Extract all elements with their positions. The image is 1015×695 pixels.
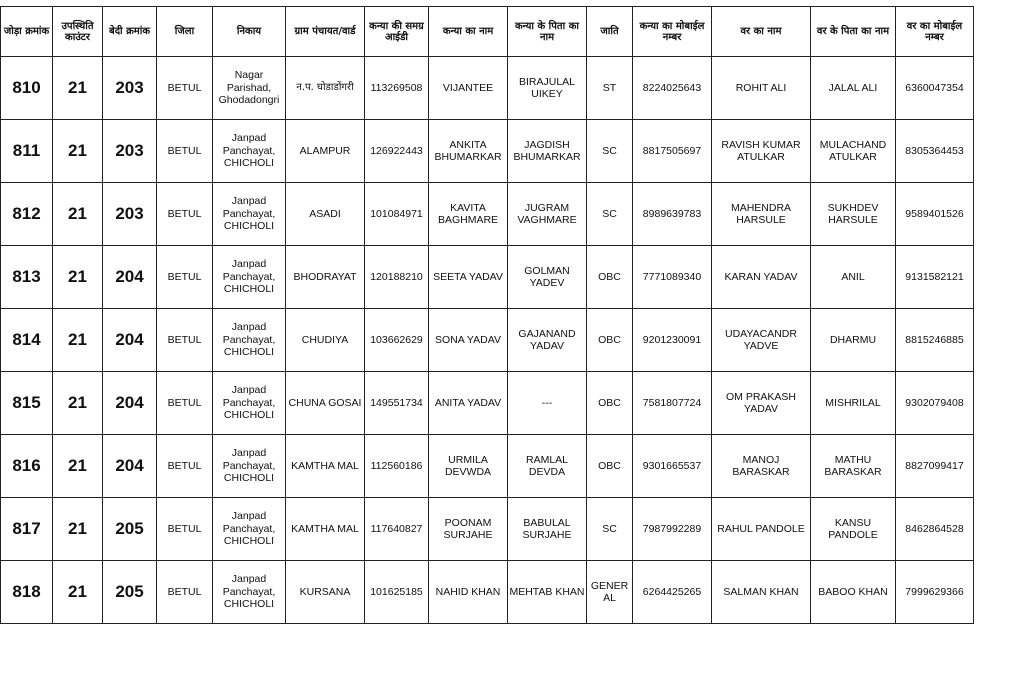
caste-cell: OBC <box>587 309 633 372</box>
groom-mobile-cell: 7999629366 <box>896 561 974 624</box>
bride-name-cell: URMILA DEVWDA <box>429 435 508 498</box>
groom-mobile-cell: 6360047354 <box>896 57 974 120</box>
bride-father-name-cell: BABULAL SURJAHE <box>508 498 587 561</box>
body-cell: Janpad Panchayat, CHICHOLI <box>213 120 286 183</box>
gram-panchayat-cell: KAMTHA MAL <box>286 435 365 498</box>
header-body: निकाय <box>213 7 286 57</box>
gram-panchayat-cell: CHUDIYA <box>286 309 365 372</box>
groom-father-name-cell: JALAL ALI <box>811 57 896 120</box>
pair-number-cell: 811 <box>1 120 53 183</box>
groom-name-cell: OM PRAKASH YADAV <box>712 372 811 435</box>
bride-mobile-cell: 8224025643 <box>633 57 712 120</box>
bride-father-name-cell: GAJANAND YADAV <box>508 309 587 372</box>
groom-name-cell: ROHIT ALI <box>712 57 811 120</box>
attendance-counter-cell: 21 <box>53 120 103 183</box>
district-cell: BETUL <box>157 246 213 309</box>
bride-samagra-id-cell: 101625185 <box>365 561 429 624</box>
gram-panchayat-cell: ALAMPUR <box>286 120 365 183</box>
groom-father-name-cell: MISHRILAL <box>811 372 896 435</box>
table-row <box>1 183 974 246</box>
pair-number-cell: 814 <box>1 309 53 372</box>
groom-father-name-cell: KANSU PANDOLE <box>811 498 896 561</box>
vedi-number-cell: 205 <box>103 498 157 561</box>
groom-mobile-cell: 8305364453 <box>896 120 974 183</box>
bride-father-name-cell: JAGDISH BHUMARKAR <box>508 120 587 183</box>
body-cell: Janpad Panchayat, CHICHOLI <box>213 498 286 561</box>
district-cell: BETUL <box>157 120 213 183</box>
groom-father-name-cell: SUKHDEV HARSULE <box>811 183 896 246</box>
pair-number-cell: 812 <box>1 183 53 246</box>
bride-name-cell: NAHID KHAN <box>429 561 508 624</box>
district-cell: BETUL <box>157 435 213 498</box>
pair-number-cell: 813 <box>1 246 53 309</box>
groom-name-cell: RAVISH KUMAR ATULKAR <box>712 120 811 183</box>
table-row <box>1 246 974 309</box>
table-row <box>1 120 974 183</box>
groom-mobile-cell: 8815246885 <box>896 309 974 372</box>
header-district: जिला <box>157 7 213 57</box>
header-vedi-number: बेदी क्रमांक <box>103 7 157 57</box>
vedi-number-cell: 204 <box>103 372 157 435</box>
vedi-number-cell: 203 <box>103 57 157 120</box>
bride-samagra-id-cell: 103662629 <box>365 309 429 372</box>
bride-samagra-id-cell: 112560186 <box>365 435 429 498</box>
bride-samagra-id-cell: 101084971 <box>365 183 429 246</box>
groom-name-cell: SALMAN KHAN <box>712 561 811 624</box>
groom-mobile-cell: 9302079408 <box>896 372 974 435</box>
bride-samagra-id-cell: 117640827 <box>365 498 429 561</box>
vedi-number-cell: 203 <box>103 120 157 183</box>
groom-name-cell: KARAN YADAV <box>712 246 811 309</box>
header-bride-samagra-id: कन्या की समग्र आईडी <box>365 7 429 57</box>
district-cell: BETUL <box>157 498 213 561</box>
groom-mobile-cell: 8827099417 <box>896 435 974 498</box>
gram-panchayat-cell: BHODRAYAT <box>286 246 365 309</box>
bride-mobile-cell: 9201230091 <box>633 309 712 372</box>
body-cell: Janpad Panchayat, CHICHOLI <box>213 183 286 246</box>
attendance-counter-cell: 21 <box>53 435 103 498</box>
bride-mobile-cell: 8817505697 <box>633 120 712 183</box>
vedi-number-cell: 204 <box>103 309 157 372</box>
gram-panchayat-cell: CHUNA GOSAI <box>286 372 365 435</box>
header-groom-father-name: वर के पिता का नाम <box>811 7 896 57</box>
marriage-pairs-table <box>0 6 974 624</box>
body-cell: Janpad Panchayat, CHICHOLI <box>213 246 286 309</box>
body-cell: Janpad Panchayat, CHICHOLI <box>213 561 286 624</box>
district-cell: BETUL <box>157 372 213 435</box>
bride-father-name-cell: MEHTAB KHAN <box>508 561 587 624</box>
body-cell: Janpad Panchayat, CHICHOLI <box>213 309 286 372</box>
attendance-counter-cell: 21 <box>53 57 103 120</box>
groom-mobile-cell: 9589401526 <box>896 183 974 246</box>
pair-number-cell: 816 <box>1 435 53 498</box>
header-groom-mobile: वर का मोबाईल नम्बर <box>896 7 974 57</box>
caste-cell: ST <box>587 57 633 120</box>
pair-number-cell: 817 <box>1 498 53 561</box>
bride-name-cell: POONAM SURJAHE <box>429 498 508 561</box>
groom-name-cell: MAHENDRA HARSULE <box>712 183 811 246</box>
gram-panchayat-cell: ASADI <box>286 183 365 246</box>
document-page <box>0 6 974 624</box>
attendance-counter-cell: 21 <box>53 561 103 624</box>
header-pair-number: जोड़ा क्रमांक <box>1 7 53 57</box>
bride-mobile-cell: 6264425265 <box>633 561 712 624</box>
gram-panchayat-cell: KAMTHA MAL <box>286 498 365 561</box>
district-cell: BETUL <box>157 57 213 120</box>
groom-name-cell: MANOJ BARASKAR <box>712 435 811 498</box>
attendance-counter-cell: 21 <box>53 183 103 246</box>
vedi-number-cell: 204 <box>103 246 157 309</box>
bride-name-cell: KAVITA BAGHMARE <box>429 183 508 246</box>
bride-father-name-cell: BIRAJULAL UIKEY <box>508 57 587 120</box>
bride-name-cell: ANKITA BHUMARKAR <box>429 120 508 183</box>
table-header-row <box>1 7 974 57</box>
district-cell: BETUL <box>157 561 213 624</box>
groom-father-name-cell: MATHU BARASKAR <box>811 435 896 498</box>
bride-name-cell: VIJANTEE <box>429 57 508 120</box>
attendance-counter-cell: 21 <box>53 246 103 309</box>
header-bride-name: कन्या का नाम <box>429 7 508 57</box>
groom-name-cell: RAHUL PANDOLE <box>712 498 811 561</box>
body-cell: Janpad Panchayat, CHICHOLI <box>213 372 286 435</box>
bride-mobile-cell: 9301665537 <box>633 435 712 498</box>
bride-name-cell: SEETA YADAV <box>429 246 508 309</box>
header-bride-mobile: कन्या का मोबाईल नम्बर <box>633 7 712 57</box>
caste-cell: SC <box>587 120 633 183</box>
groom-mobile-cell: 8462864528 <box>896 498 974 561</box>
table-row <box>1 435 974 498</box>
header-attendance-counter: उपस्थिति काउंटर <box>53 7 103 57</box>
table-row <box>1 498 974 561</box>
gram-panchayat-cell: KURSANA <box>286 561 365 624</box>
header-gram-panchayat-ward: ग्राम पंचायत/वार्ड <box>286 7 365 57</box>
groom-mobile-cell: 9131582121 <box>896 246 974 309</box>
table-body <box>1 57 974 624</box>
groom-father-name-cell: DHARMU <box>811 309 896 372</box>
bride-mobile-cell: 7987992289 <box>633 498 712 561</box>
caste-cell: OBC <box>587 372 633 435</box>
vedi-number-cell: 203 <box>103 183 157 246</box>
bride-samagra-id-cell: 126922443 <box>365 120 429 183</box>
pair-number-cell: 810 <box>1 57 53 120</box>
bride-samagra-id-cell: 113269508 <box>365 57 429 120</box>
attendance-counter-cell: 21 <box>53 309 103 372</box>
header-groom-name: वर का नाम <box>712 7 811 57</box>
groom-name-cell: UDAYACANDR YADVE <box>712 309 811 372</box>
bride-name-cell: ANITA YADAV <box>429 372 508 435</box>
bride-mobile-cell: 7771089340 <box>633 246 712 309</box>
groom-father-name-cell: MULACHAND ATULKAR <box>811 120 896 183</box>
district-cell: BETUL <box>157 183 213 246</box>
bride-mobile-cell: 8989639783 <box>633 183 712 246</box>
bride-mobile-cell: 7581807724 <box>633 372 712 435</box>
caste-cell: SC <box>587 498 633 561</box>
pair-number-cell: 818 <box>1 561 53 624</box>
bride-father-name-cell: --- <box>508 372 587 435</box>
body-cell: Janpad Panchayat, CHICHOLI <box>213 435 286 498</box>
caste-cell: GENER AL <box>587 561 633 624</box>
caste-cell: OBC <box>587 435 633 498</box>
table-row <box>1 561 974 624</box>
body-cell: Nagar Parishad, Ghodadongri <box>213 57 286 120</box>
vedi-number-cell: 205 <box>103 561 157 624</box>
gram-panchayat-cell: न.प. घोडाडोंगरी <box>286 57 365 120</box>
attendance-counter-cell: 21 <box>53 372 103 435</box>
bride-father-name-cell: GOLMAN YADEV <box>508 246 587 309</box>
bride-samagra-id-cell: 149551734 <box>365 372 429 435</box>
header-caste: जाति <box>587 7 633 57</box>
attendance-counter-cell: 21 <box>53 498 103 561</box>
groom-father-name-cell: ANIL <box>811 246 896 309</box>
table-row <box>1 57 974 120</box>
header-bride-father-name: कन्या के पिता का नाम <box>508 7 587 57</box>
pair-number-cell: 815 <box>1 372 53 435</box>
caste-cell: SC <box>587 183 633 246</box>
district-cell: BETUL <box>157 309 213 372</box>
bride-name-cell: SONA YADAV <box>429 309 508 372</box>
caste-cell: OBC <box>587 246 633 309</box>
table-row <box>1 309 974 372</box>
vedi-number-cell: 204 <box>103 435 157 498</box>
bride-father-name-cell: RAMLAL DEVDA <box>508 435 587 498</box>
table-row <box>1 372 974 435</box>
groom-father-name-cell: BABOO KHAN <box>811 561 896 624</box>
bride-samagra-id-cell: 120188210 <box>365 246 429 309</box>
bride-father-name-cell: JUGRAM VAGHMARE <box>508 183 587 246</box>
